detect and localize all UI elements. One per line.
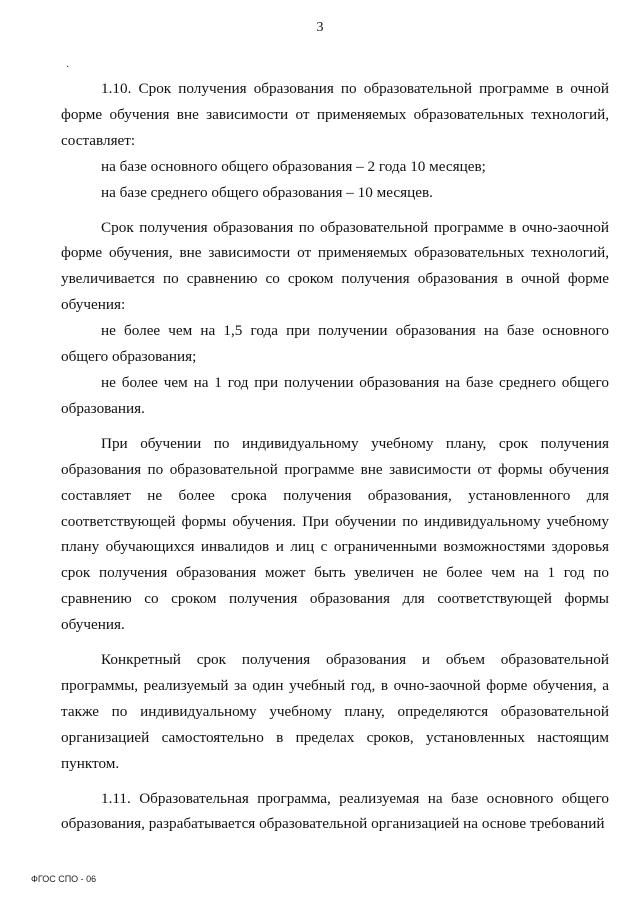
paragraph-basic-education-term: на базе основного общего образования – 2 года 10 месяцев; bbox=[101, 157, 486, 175]
paragraph-part-time-secondary: не более чем на 1 год при получении образования на базе среднего общего образования. bbox=[61, 373, 609, 417]
paragraph-part-time-basic: не более чем на 1,5 года при получении образования на базе основного общего образования; bbox=[61, 322, 609, 366]
paragraph-part-time-term: Срок получения образования по образовательной программе в очно-заочной форме обучения, вне зависимости от применяемых образовательных технологий, увеличивается по сравнению со сроком получения образования в очной форме обучения: bbox=[61, 218, 609, 314]
scan-mark: · bbox=[66, 62, 70, 73]
paragraph-specific-term: Конкретный срок получения образования и объем образовательной программы, реализуемый за один учебный год, в очно-заочной форме обучения, а также по индивидуальному учебному плану, определяются образовательной организацией самостоятельно в пределах сроков, установленных настоящим пунктом. bbox=[61, 651, 609, 772]
paragraph-secondary-education-term: на базе среднего общего образования – 10 месяцев. bbox=[101, 183, 433, 201]
paragraph-individual-plan: При обучении по индивидуальному учебному плану, срок получения образования по образовательной программе вне зависимости от формы обучения составляет не более срока получения образования, установленного для соответствующей формы обучения. При обучении по индивидуальному учебному плану обучающихся инвалидов и лиц с ограниченными возможностями здоровья срок получения образования может быть увеличен не более чем на 1 год по сравнению со сроком получения образования для соответствующей формы обучения. bbox=[61, 434, 609, 634]
footer-code: ФГОС СПО - 06 bbox=[31, 874, 97, 884]
paragraph-1-10: 1.10. Срок получения образования по образовательной программе в очной форме обучения вне зависимости от применяемых образовательных технологий, составляет: bbox=[61, 80, 609, 149]
document-body bbox=[61, 76, 609, 837]
page-number: 3 bbox=[316, 20, 324, 35]
paragraph-1-11: 1.11. Образовательная программа, реализуемая на базе основного общего образования, разрабатывается образовательной организацией на основе требований bbox=[61, 789, 609, 833]
